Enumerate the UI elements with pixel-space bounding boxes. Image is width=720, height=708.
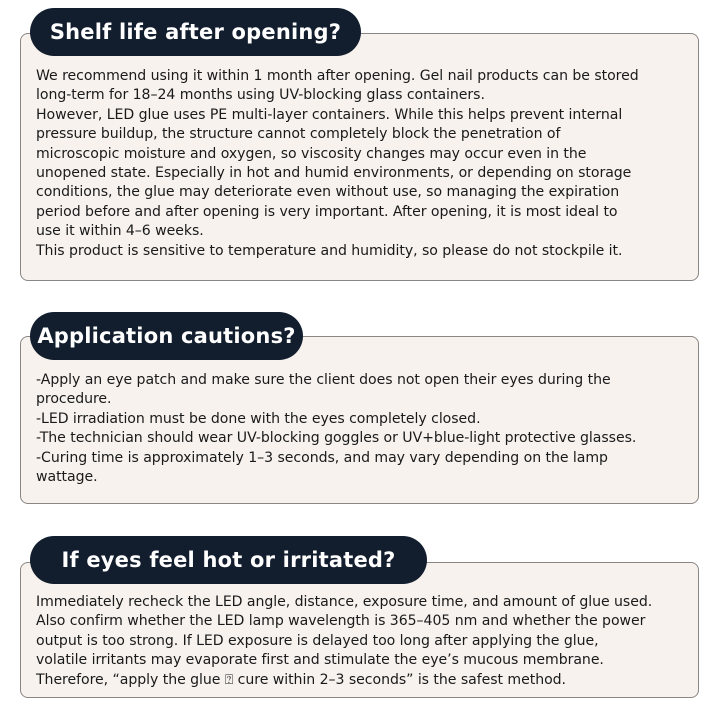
caution-line: -The technician should wear UV-blocking goggles or UV+blue-light protective glasses. — [36, 430, 637, 447]
caution-line: -Curing time is approximately 1–3 seconds, and may vary depending on the lamp — [36, 449, 608, 466]
shelf-life-line: microscopic moisture and oxygen, so viscosity changes may occur even in the — [36, 145, 587, 162]
shelf-life-line: period before and after opening is very important. After opening, it is most ideal to — [36, 203, 618, 220]
caution-line: -LED irradiation must be done with the eyes completely closed. — [36, 410, 481, 427]
shelf-life-heading: Shelf life after opening? — [30, 8, 361, 56]
shelf-life-line: However, LED glue uses PE multi-layer containers. While this helps prevent internal — [36, 106, 623, 123]
eye-irritation-heading: If eyes feel hot or irritated? — [30, 536, 427, 584]
caution-line: -Apply an eye patch and make sure the client does not open their eyes during the — [36, 372, 611, 388]
shelf-life-line: use it within 4–6 weeks. — [36, 223, 204, 240]
shelf-life-line: pressure buildup, the structure cannot completely block the penetration of — [36, 126, 561, 143]
shelf-life-line: We recommend using it within 1 month after opening. Gel nail products can be stored — [36, 68, 639, 84]
shelf-life-line: This product is sensitive to temperature and humidity, so please do not stockpile it. — [36, 242, 623, 259]
eye-irritation-line: output is too strong. If LED exposure is delayed too long after applying the glue, — [36, 632, 599, 649]
shelf-life-box — [20, 33, 699, 281]
eye-irritation-line: Immediately recheck the LED angle, distance, exposure time, and amount of glue used. — [36, 594, 653, 610]
eye-irritation-line: Also confirm whether the LED lamp wavelength is 365–405 nm and whether the power — [36, 613, 646, 630]
caution-line: procedure. — [36, 391, 112, 408]
caution-line: wattage. — [36, 469, 98, 486]
application-cautions-heading: Application cautions? — [30, 312, 303, 360]
application-cautions-box — [20, 336, 699, 504]
shelf-life-line: long-term for 18–24 months using UV-blocking glass containers. — [36, 87, 485, 104]
shelf-life-line: unopened state. Especially in hot and humid environments, or depending on storage — [36, 165, 632, 182]
shelf-life-line: conditions, the glue may deteriorate even without use, so managing the expiration — [36, 184, 620, 201]
eye-irritation-line: Therefore, “apply the glue ⍰ cure within 2–3 seconds” is the safest method. — [36, 671, 566, 688]
eye-irritation-line: volatile irritants may evaporate first and stimulate the eye’s mucous membrane. — [36, 652, 604, 669]
